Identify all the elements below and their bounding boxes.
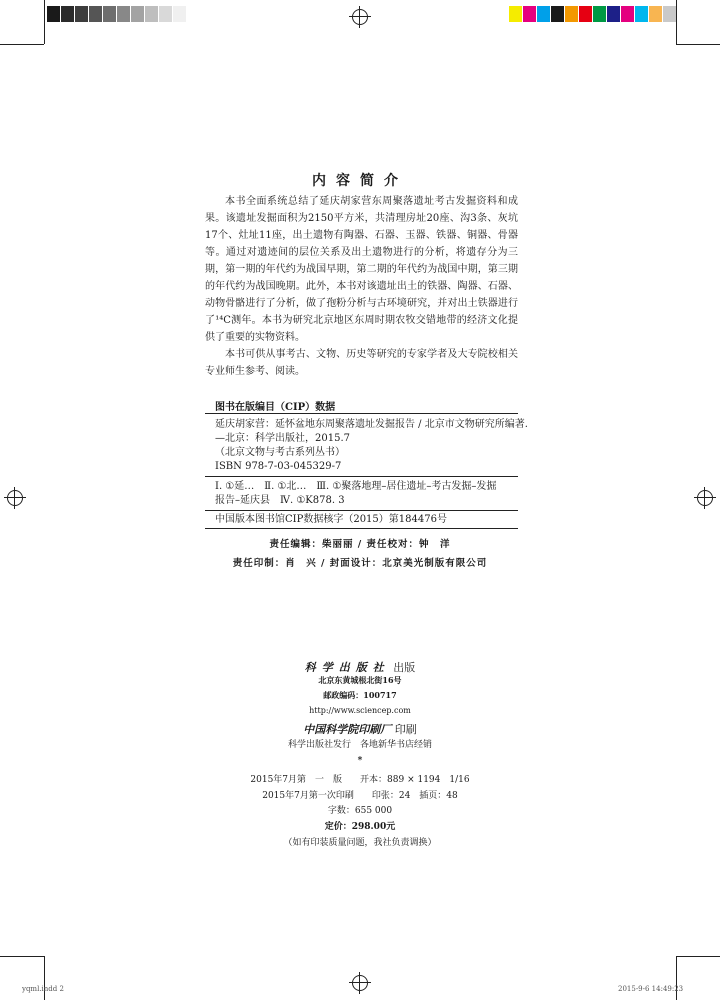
printer-name: 中国科学院印刷厂	[303, 723, 392, 736]
color-swatch	[550, 6, 564, 22]
color-swatch	[648, 6, 662, 22]
color-swatch	[536, 6, 550, 22]
intro-body	[205, 193, 518, 380]
word-count: 字数：655 000	[327, 806, 393, 816]
registration-mark-bottom	[349, 972, 371, 994]
cip-line-4: ISBN 978-7-03-045329-7	[215, 461, 342, 472]
editor-credits: 责任编辑：柴丽丽 / 责任校对：钟 洋	[269, 539, 451, 550]
color-swatch	[606, 6, 620, 22]
crop-mark-top-right-v	[676, 0, 677, 44]
grayscale-swatch	[144, 6, 158, 22]
color-swatch	[620, 6, 634, 22]
color-swatch	[634, 6, 648, 22]
publisher-line	[0, 659, 720, 675]
color-swatch	[662, 6, 676, 22]
intro-title: 内容简介	[312, 173, 408, 189]
crop-mark-bottom-left-v	[44, 956, 45, 1000]
cip-line-7: 中国版本图书馆CIP数据核字（2015）第184476号	[215, 514, 447, 525]
crop-mark-top-left-h	[0, 44, 44, 45]
print-credits: 责任印制：肖 兴 / 封面设计：北京美光制版有限公司	[232, 558, 488, 569]
grayscale-swatch	[158, 6, 172, 22]
cip-rule-bottom	[205, 528, 518, 529]
publisher-publish: 出版	[393, 661, 416, 674]
printer-suffix: 印刷	[394, 723, 417, 736]
intro-paragraph-1: 本书全面系统总结了延庆胡家营东周聚落遗址考古发掘资料和成果。该遗址发掘面积为2150平方米，共清理房址20座、沟3条、灰坑17个、灶址11座，出土遗物有陶器、石器、玉器、铁器、铜器、骨器等。通过对遗迹间的层位关系及出土遗物进行的分析，将遗存分为三期，第一期的年代约为战国早期，第二期的年代约为战国中期，第三期的年代约为战国晚期。此外，本书对该遗址出土的铁器、陶器、石器、动物骨骼进行了分析，做了孢粉分析与古环境研究，并对出土铁器进行了¹⁴C测年。本书为研究北京地区东周时期农牧交错地带的经济文化提供了重要的实物资料。	[205, 196, 518, 343]
crop-mark-top-left-v	[44, 0, 45, 44]
grayscale-swatch	[172, 6, 186, 22]
publisher-url: http://www.sciencep.com	[309, 706, 411, 715]
cip-rule-middle	[205, 476, 518, 477]
file-name: yqml.indd 2	[22, 985, 64, 993]
registration-mark-right	[694, 487, 716, 509]
price: 定价：298.00元	[324, 822, 396, 832]
printing-info: 2015年7月第一次印刷 印张：24 插页：48	[262, 791, 458, 801]
cip-line-6: 报告–延庆县 Ⅳ. ①K878. 3	[215, 495, 345, 506]
file-date: 2015-9-6 14:49:23	[618, 985, 684, 993]
color-swatch	[592, 6, 606, 22]
cip-title: 图书在版编目（CIP）数据	[215, 402, 336, 413]
cip-line-5: Ⅰ. ①延… Ⅱ. ①北… Ⅲ. ①聚落地理–居住遗址–考古发掘–发掘	[215, 481, 497, 492]
bullet: *	[357, 756, 363, 766]
color-swatch	[508, 6, 522, 22]
color-swatch	[522, 6, 536, 22]
grayscale-swatch	[116, 6, 130, 22]
printer-line	[0, 721, 720, 737]
color-bar	[508, 6, 676, 22]
grayscale-swatch	[60, 6, 74, 22]
grayscale-bar	[46, 6, 186, 22]
cip-line-3: （北京文物与考古系列丛书）	[215, 447, 345, 458]
edition-info: 2015年7月第 一 版 开本：889 × 1194 1/16	[250, 775, 470, 785]
crop-mark-top-right-h	[676, 44, 720, 45]
crop-mark-bottom-right-h	[676, 956, 720, 957]
cip-rule-top	[205, 413, 518, 414]
registration-mark-left	[4, 487, 26, 509]
publisher-address: 北京东黄城根北街16号	[318, 675, 402, 685]
grayscale-swatch	[88, 6, 102, 22]
registration-mark-top	[349, 6, 371, 28]
distribution: 科学出版社发行 各地新华书店经销	[287, 740, 432, 750]
grayscale-swatch	[74, 6, 88, 22]
crop-mark-bottom-right-v	[676, 956, 677, 1000]
grayscale-swatch	[46, 6, 60, 22]
publisher-name: 科学出版社	[304, 661, 390, 674]
cip-line-1: 延庆胡家营：延怀盆地东周聚落遗址发掘报告 / 北京市文物研究所编著.	[215, 419, 528, 430]
grayscale-swatch	[102, 6, 116, 22]
color-swatch	[578, 6, 592, 22]
crop-mark-bottom-left-h	[0, 956, 44, 957]
postal-code: 邮政编码：100717	[323, 690, 397, 700]
grayscale-swatch	[130, 6, 144, 22]
color-swatch	[564, 6, 578, 22]
cip-line-2: —北京：科学出版社，2015.7	[215, 433, 350, 444]
cip-rule-lower	[205, 510, 518, 511]
intro-paragraph-2: 本书可供从事考古、文物、历史等研究的专家学者及大专院校相关专业师生参考、阅读。	[205, 349, 518, 377]
quality-note: （如有印装质量问题，我社负责调换）	[283, 838, 437, 848]
